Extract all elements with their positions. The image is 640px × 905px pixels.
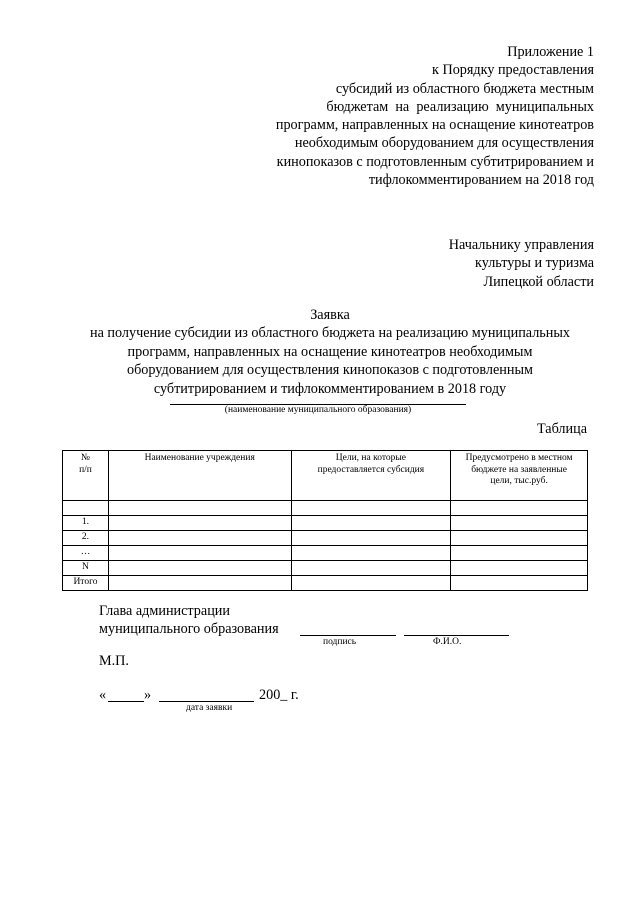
table-cell: [291, 531, 451, 546]
table-cell: [108, 546, 291, 561]
fio-underline: [404, 635, 509, 636]
appendix-line: бюджетам на реализацию муниципальных: [326, 98, 594, 115]
addressee-line: культуры и туризма: [475, 255, 594, 272]
table-cell: [291, 576, 451, 591]
table-cell: [291, 516, 451, 531]
table-cell: [108, 561, 291, 576]
table-cell: [451, 561, 588, 576]
appendix-line: программ, направленных на оснащение кинотеатров: [275, 117, 594, 134]
header-number: № п/п: [63, 451, 109, 501]
table-label: Таблица: [536, 421, 587, 437]
table-cell: [451, 501, 588, 516]
date-day-underline: [108, 701, 144, 702]
header-purpose: Цели, на которые предоставляется субсидия: [291, 451, 451, 501]
table-cell: [291, 561, 451, 576]
table-cell: [451, 531, 588, 546]
table-cell: [451, 516, 588, 531]
application-subtitle: [60, 324, 600, 398]
table-row: [63, 576, 588, 591]
fio-caption: Ф.И.О.: [433, 637, 462, 647]
table-cell: 1.: [63, 516, 109, 531]
zayavka-subtitle-line: оборудованием для осуществления кинопоказов с подготовленным: [127, 362, 533, 379]
table-cell: [108, 501, 291, 516]
table-cell: [108, 576, 291, 591]
head-title-line1: Глава администрации: [99, 603, 230, 619]
date-year: 200_ г.: [259, 687, 299, 703]
header-institution: Наименование учреждения: [108, 451, 291, 501]
table-row: [63, 561, 588, 576]
table-cell: [451, 576, 588, 591]
date-open-quote: «: [99, 687, 107, 703]
table-cell: [291, 546, 451, 561]
addressee-block: [294, 236, 594, 291]
table-cell: N: [63, 561, 109, 576]
addressee-line: Начальнику управления: [448, 237, 594, 253]
zayavka-subtitle-line: субтитрированием и тифлокомментированием в 2018 году: [153, 380, 507, 397]
date-month-underline: [159, 701, 254, 702]
table-cell: [291, 501, 451, 516]
table-cell: [451, 546, 588, 561]
date-caption: дата заявки: [186, 703, 233, 713]
head-title-line2: муниципального образования: [99, 621, 279, 637]
stamp-label: М.П.: [99, 653, 129, 669]
application-title: Заявка: [310, 307, 350, 323]
table-header-row: [63, 451, 588, 501]
municipality-caption: (наименование муниципального образования): [224, 405, 412, 415]
appendix-block: [174, 43, 594, 189]
table-cell: [63, 501, 109, 516]
addressee-line: Липецкой области: [483, 273, 594, 290]
table-row: [63, 546, 588, 561]
table-row: [63, 516, 588, 531]
signature-underline: [300, 635, 396, 636]
header-budget: Предусмотрено в местном бюджете на заявленные цели, тыс.руб.: [451, 451, 588, 501]
table-cell: Итого: [63, 576, 109, 591]
zayavka-subtitle-line: на получение субсидии из областного бюджета на реализацию муниципальных: [89, 325, 570, 341]
signature-caption: подпись: [323, 637, 357, 647]
appendix-line: Приложение 1: [507, 44, 594, 60]
appendix-line: к Порядку предоставления: [432, 62, 594, 79]
appendix-line: кинопоказов с подготовленным субтитрированием и: [276, 153, 594, 170]
table-row: [63, 501, 588, 516]
table-cell: …: [63, 546, 109, 561]
appendix-line: субсидий из областного бюджета местным: [335, 80, 594, 97]
table-cell: [108, 516, 291, 531]
table-cell: [108, 531, 291, 546]
subsidy-table: [62, 450, 588, 591]
table-cell: 2.: [63, 531, 109, 546]
table-row: [63, 531, 588, 546]
appendix-line: необходимым оборудованием для осуществления: [294, 135, 594, 152]
appendix-line: тифлокомментированием на 2018 год: [368, 172, 594, 189]
zayavka-subtitle-line: программ, направленных на оснащение кинотеатров необходимым: [127, 343, 533, 360]
date-close-quote: »: [144, 687, 152, 703]
